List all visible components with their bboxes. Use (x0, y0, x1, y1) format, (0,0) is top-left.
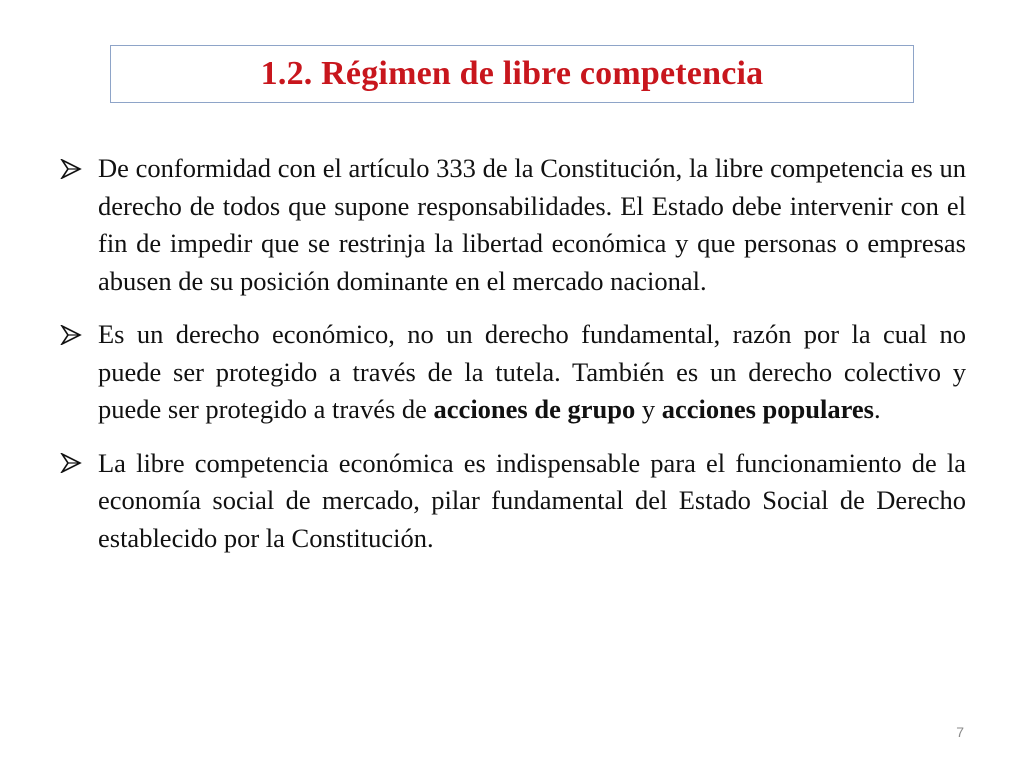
bullet-text-2-before: Es un derecho económico, no un derecho fundamental, razón por la cual no puede ser protegido a través de la tutela. También es un derecho colectivo y puede ser protegido a través de (98, 319, 966, 424)
bullet-item-2 (60, 316, 966, 429)
page-number: 7 (956, 724, 964, 740)
bullet-item-1 (60, 150, 966, 300)
arrowhead-bullet-icon (60, 150, 90, 188)
bullet-text-2-after: . (874, 394, 881, 424)
bullet-text-2-bold-2: acciones populares (661, 394, 874, 424)
title-box (110, 45, 914, 103)
bullet-text-3: La libre competencia económica es indispensable para el funcionamiento de la economía social de mercado, pilar fundamental del Estado Social de Derecho establecido por la Constitución. (98, 447, 966, 553)
bullet-text-2-bold-1: acciones de grupo (433, 394, 636, 424)
bullet-text-1: De conformidad con el artículo 333 de la Constitución, la libre competencia es un derecho de todos que supone responsabilidades. El Estado debe intervenir con el fin de impedir que se restrinja la libertad económica y que personas o empresas abusen de su posición dominante en el mercado nacional. (98, 153, 966, 296)
bullet-list (60, 150, 966, 573)
slide-title: 1.2. Régimen de libre competencia (260, 55, 764, 92)
bullet-item-3 (60, 445, 966, 558)
arrowhead-bullet-icon (60, 316, 90, 354)
arrowhead-bullet-icon (60, 445, 90, 483)
bullet-text-2-middle: y (635, 394, 662, 424)
